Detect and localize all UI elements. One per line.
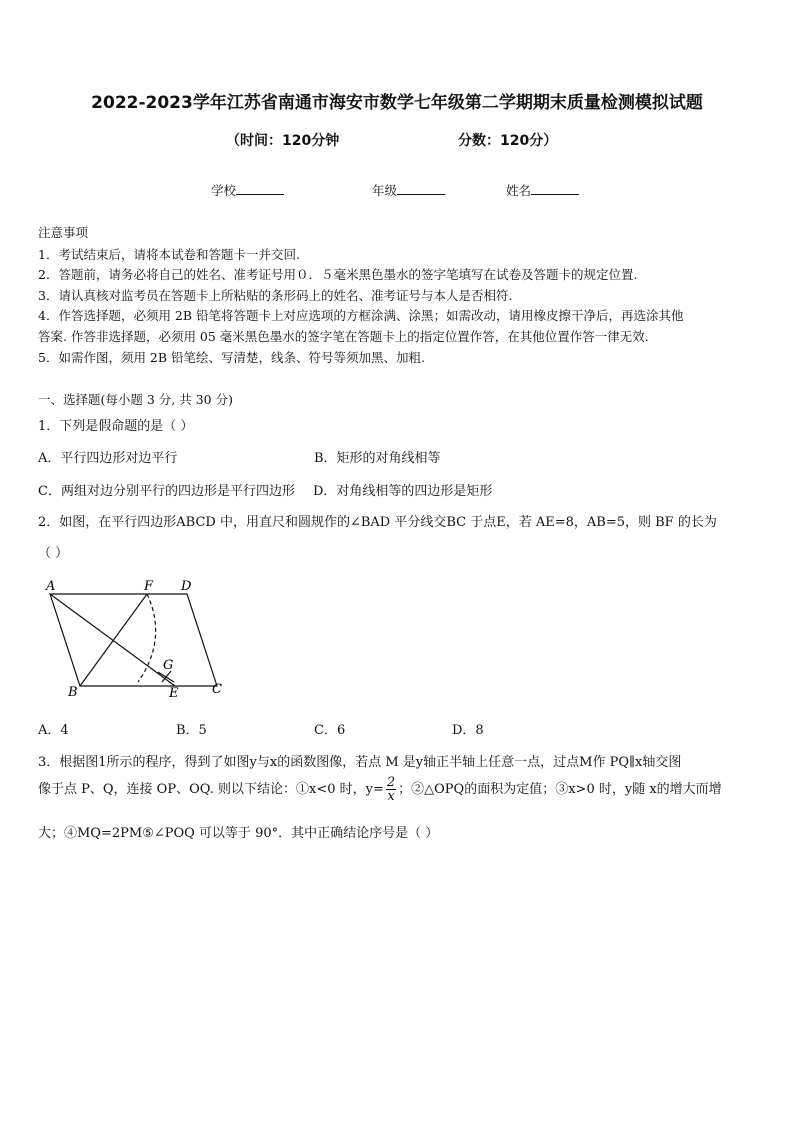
school-field — [211, 181, 284, 199]
fraction-two-over-x — [386, 776, 396, 803]
name-label: 姓名 — [506, 183, 532, 198]
bisector-ae — [50, 594, 175, 686]
label-g: G — [163, 658, 174, 673]
notice-item: 答案. 作答非选择题，必须用 05 毫米黑色墨水的签字笔在答题卡上的指定位置作答，在其他位置作答一律无效. — [38, 329, 649, 344]
label-f: F — [144, 579, 154, 594]
label-a: A — [46, 579, 56, 594]
q3-line-3: 大；④MQ=2PM⑤∠POQ 可以等于 90°．其中正确结论序号是（ ） — [38, 826, 439, 841]
label-c: C — [212, 682, 222, 697]
q2-stem-bracket: （ ） — [38, 546, 69, 561]
q2-option-b[interactable]: B．5 — [176, 723, 207, 738]
section-heading: 一、选择题(每小题 3 分, 共 30 分) — [38, 392, 233, 407]
q3-line-2 — [38, 776, 722, 803]
exam-title: 2022-2023学年江苏省南通市海安市数学七年级第二学期期末质量检测模拟试题 — [91, 93, 703, 113]
notice-heading: 注意事项 — [38, 225, 89, 240]
notice-item: 1．考试结束后，请将本试卷和答题卡一并交回. — [38, 247, 300, 262]
fraction-denominator: x — [387, 789, 395, 804]
compass-arc — [138, 594, 156, 682]
notice-item: 3．请认真核对监考员在答题卡上所粘贴的条形码上的姓名、准考证号与本人是否相符. — [38, 288, 513, 303]
q3-line-2-end: ；②△OPQ的面积为定值；③x>0 时，y随 x的增大而增 — [398, 782, 722, 797]
label-b: B — [68, 685, 78, 700]
notice-item: 4．作答选择题，必须用 2B 铅笔将答题卡上对应选项的方框涂满、涂黑；如需改动，请用橡皮擦干净后，再选涂其他 — [38, 308, 684, 323]
label-d: D — [181, 579, 192, 594]
notice-item: 5．如需作图，须用 2B 铅笔绘、写清楚，线条、符号等须加黑、加粗. — [38, 350, 426, 365]
parallelogram-figure — [40, 574, 230, 700]
school-blank[interactable] — [236, 182, 284, 195]
grade-field — [372, 181, 445, 199]
grade-label: 年级 — [372, 183, 398, 198]
q3-line-2-start: 像于点 P、Q，连接 OP、OQ. 则以下结论：①x<0 时，y= — [38, 782, 384, 797]
q3-line-1: 3．根据图1所示的程序，得到了如图y与x的函数图像，若点 M 是y轴正半轴上任意一点，过点M作 PQ∥x轴交图 — [38, 755, 682, 770]
school-label: 学校 — [211, 183, 237, 198]
q1-option-a[interactable]: A．平行四边形对边平行 — [38, 451, 178, 466]
parallelogram-abcd — [50, 594, 217, 686]
time-limit: （时间：120分钟 — [226, 133, 340, 149]
q1-option-d[interactable]: D．对角线相等的四边形是矩形 — [313, 484, 493, 499]
q1-option-b[interactable]: B．矩形的对角线相等 — [314, 451, 441, 466]
name-blank[interactable] — [531, 182, 579, 195]
q2-option-c[interactable]: C．6 — [314, 723, 346, 738]
fraction-numerator: 2 — [386, 775, 396, 790]
name-field — [506, 181, 579, 199]
q2-option-d[interactable]: D．8 — [452, 723, 484, 738]
q2-stem: 2．如图，在平行四边形ABCD 中，用直尺和圆规作的∠BAD 平分线交BC 于点E，若 AE=8，AB=5，则 BF 的长为 — [38, 515, 717, 530]
q2-option-a[interactable]: A．4 — [38, 723, 69, 738]
grade-blank[interactable] — [397, 182, 445, 195]
q1-stem: 1．下列是假命题的是（ ） — [38, 419, 194, 434]
notice-item: 2．答题前，请务必将自己的姓名、准考证号用０．５毫米黑色墨水的签字笔填写在试卷及答题卡的规定位置. — [38, 267, 638, 282]
segment-bf — [80, 594, 147, 686]
q1-option-c[interactable]: C．两组对边分别平行的四边形是平行四边形 — [38, 484, 295, 499]
label-e: E — [169, 686, 179, 700]
total-score: 分数：120分） — [458, 133, 558, 149]
